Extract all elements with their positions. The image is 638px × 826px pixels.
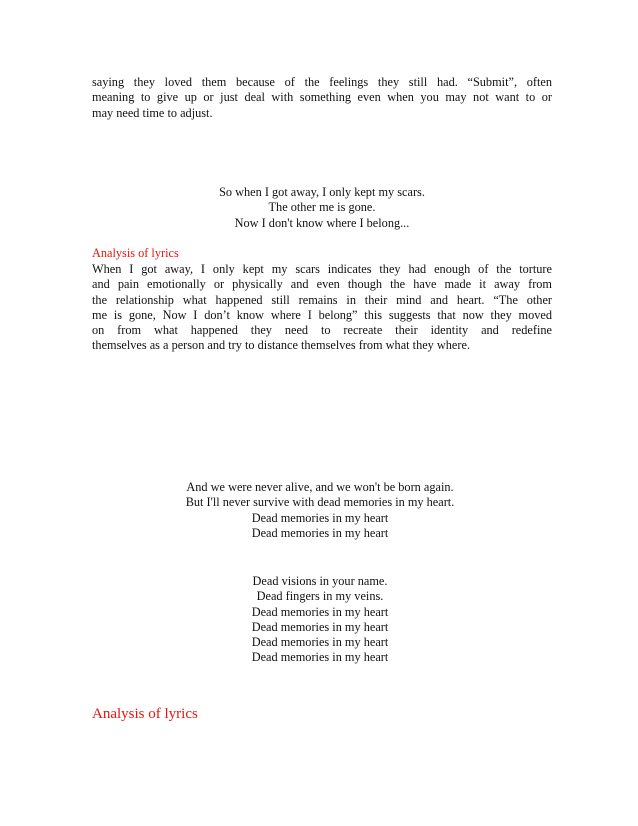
lyric-line: Dead memories in my heart (251, 650, 389, 665)
paragraph-intro (92, 75, 552, 121)
text-line: may need time to adjust. (92, 105, 213, 120)
lyrics-block-3 (140, 574, 500, 666)
lyric-line: Dead memories in my heart (251, 604, 389, 619)
lyric-line: Dead memories in my heart (251, 510, 389, 525)
lyric-line: But I'll never survive with dead memories in my heart. (185, 495, 455, 510)
lyrics-block-2 (140, 480, 500, 541)
text-line: themselves as a person and try to distance themselves from what they where. (92, 338, 471, 353)
text-line: and pain emotionally or physically and even though the have made it away from (92, 277, 552, 292)
lyrics-block-1 (172, 185, 472, 231)
text-line: on from what happened they need to recreate their identity and redefine (92, 323, 552, 338)
text-line: saying they loved them because of the feelings they still had. “Submit”, often (92, 75, 552, 89)
lyric-line: Dead memories in my heart (251, 619, 389, 634)
analysis-heading-large: Analysis of lyrics (92, 706, 198, 722)
text-line: the relationship what happened still remains in their mind and heart. “The other (92, 292, 552, 307)
lyric-line: Dead memories in my heart (251, 525, 389, 540)
lyric-line: Dead fingers in my veins. (256, 589, 384, 604)
text-line: me is gone, Now I don’t know where I belong” this suggests that now they moved (92, 307, 552, 322)
lyric-line: And we were never alive, and we won't be born again. (186, 480, 454, 494)
lyric-line: Dead visions in your name. (252, 574, 388, 588)
lyric-line: Now I don't know where I belong... (234, 215, 410, 230)
lyric-line: Dead memories in my heart (251, 635, 389, 650)
text-line: When I got away, I only kept my scars indicates they had enough of the torture (92, 262, 552, 276)
lyric-line: The other me is gone. (268, 200, 376, 215)
analysis-heading: Analysis of lyrics (92, 246, 179, 260)
lyric-line: So when I got away, I only kept my scars. (219, 185, 425, 199)
text-line: meaning to give up or just deal with something even when you may not want to or (92, 90, 552, 105)
analysis-paragraph (92, 262, 552, 354)
